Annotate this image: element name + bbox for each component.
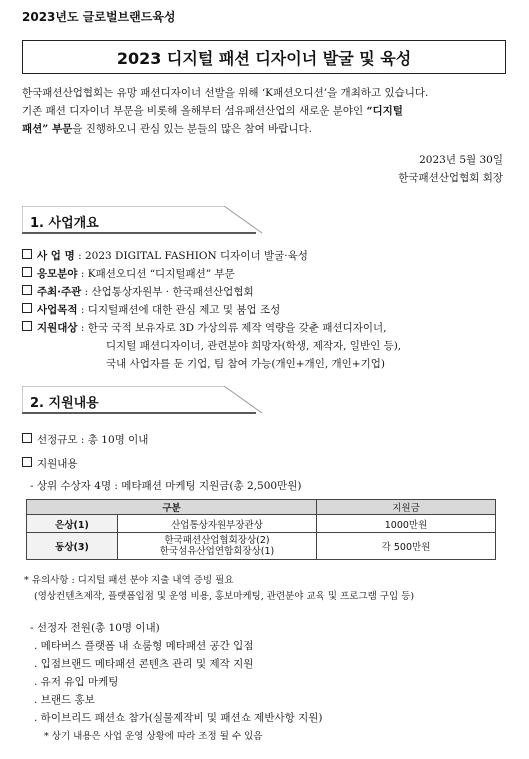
benefit-item: . 입점브랜드 메타패션 콘텐츠 관리 및 제작 지원	[34, 658, 254, 670]
checkbox-icon	[22, 433, 32, 443]
top-winners-line: - 상위 수상자 4명 : 메타패션 마케팅 지원금(총 2,500만원)	[30, 480, 302, 492]
overview-item-field: 응모분야 : K패션오디션 “디지털패션” 부문	[22, 266, 235, 281]
award-title: 한국패션산업협회장상(2) 한국섬유산업연합회장상(1)	[118, 533, 317, 560]
benefit-item: . 유저 유입 마케팅	[34, 676, 119, 688]
award-rank: 은상(1)	[27, 515, 118, 533]
intro-line-3: 패션” 부문을 진행하오니 관심 있는 분들의 많은 참여 바랍니다.	[22, 123, 312, 135]
section-1-header	[22, 206, 272, 234]
page-title: 2023 디지털 패션 디자이너 발굴 및 육성	[22, 40, 506, 74]
intro-line-2: 기존 패션 디자이너 부문을 비롯해 올해부터 섬유패션산업의 새로운 분야인 “디지털	[22, 105, 403, 117]
award-table	[26, 499, 496, 560]
table-header-category: 구분	[27, 500, 317, 515]
signer: 한국패션산업협회 회장	[398, 172, 503, 184]
support-content: 지원내용	[22, 456, 78, 471]
top-label: 2023년도 글로벌브랜드육성	[22, 10, 176, 24]
date: 2023년 5월 30일	[419, 154, 503, 166]
overview-target-cont-1: 디지털 패션디자이너, 관련분야 희망자(학생, 제작자, 일반인 등),	[106, 340, 402, 352]
checkbox-icon	[22, 321, 32, 331]
award-rank: 동상(3)	[27, 533, 118, 560]
overview-item-host: 주최·주관 : 산업통상자원부 · 한국패션산업협회	[22, 284, 254, 299]
award-title: 산업통상자원부장관상	[118, 515, 317, 533]
overview-item-target: 지원대상 : 한국 국적 보유자로 3D 가상의류 제작 역량을 갖춘 패션디자이너,	[22, 320, 387, 335]
footnote: * 상기 내용은 사업 운영 상황에 따라 조정 될 수 있음	[44, 731, 263, 742]
section-2-header	[22, 386, 272, 414]
checkbox-icon	[22, 249, 32, 259]
table-header-amount: 지원금	[317, 500, 496, 515]
checkbox-icon	[22, 285, 32, 295]
checkbox-icon	[22, 303, 32, 313]
overview-target-cont-2: 국내 사업자를 둔 기업, 팀 참여 가능(개인+개인, 개인+기업)	[106, 358, 385, 370]
benefit-item: . 메타버스 플랫폼 내 쇼룸형 메타패션 공간 입점	[34, 640, 254, 652]
caution-note: * 유의사항 : 디지털 패션 분야 지출 내역 증빙 필요	[24, 575, 234, 586]
all-selected-title: - 선정자 전원(총 10명 이내)	[30, 622, 160, 634]
caution-detail: (영상컨텐츠제작, 플랫폼입점 및 운영 비용, 홍보마케팅, 관련분야 교육 및 프로그램 구입 등)	[34, 591, 415, 602]
benefit-item: . 브랜드 홍보	[34, 694, 95, 706]
checkbox-icon	[22, 267, 32, 277]
award-amount: 1000만원	[317, 515, 496, 533]
intro-paragraph	[22, 84, 508, 138]
overview-item-name: 사 업 명 : 2023 DIGITAL FASHION 디자이너 발굴·육성	[22, 248, 308, 263]
checkbox-icon	[22, 457, 32, 467]
support-scale: 선정규모 : 총 10명 이내	[22, 432, 148, 447]
section-2-title: 2. 지원내용	[30, 396, 99, 411]
intro-line-1: 한국패션산업협회는 유망 패션디자이너 선발을 위해 ‘K패션오디션’을 개최하고 있습니다.	[22, 87, 429, 99]
table-row	[27, 533, 496, 560]
table-row	[27, 515, 496, 533]
benefit-item: . 하이브리드 패션쇼 참가(실물제작비 및 패션쇼 제반사항 지원)	[34, 712, 323, 724]
section-1-title: 1. 사업개요	[30, 216, 99, 231]
award-amount: 각 500만원	[317, 533, 496, 560]
overview-item-purpose: 사업목적 : 디지털패션에 대한 관심 제고 및 붐업 조성	[22, 302, 280, 317]
